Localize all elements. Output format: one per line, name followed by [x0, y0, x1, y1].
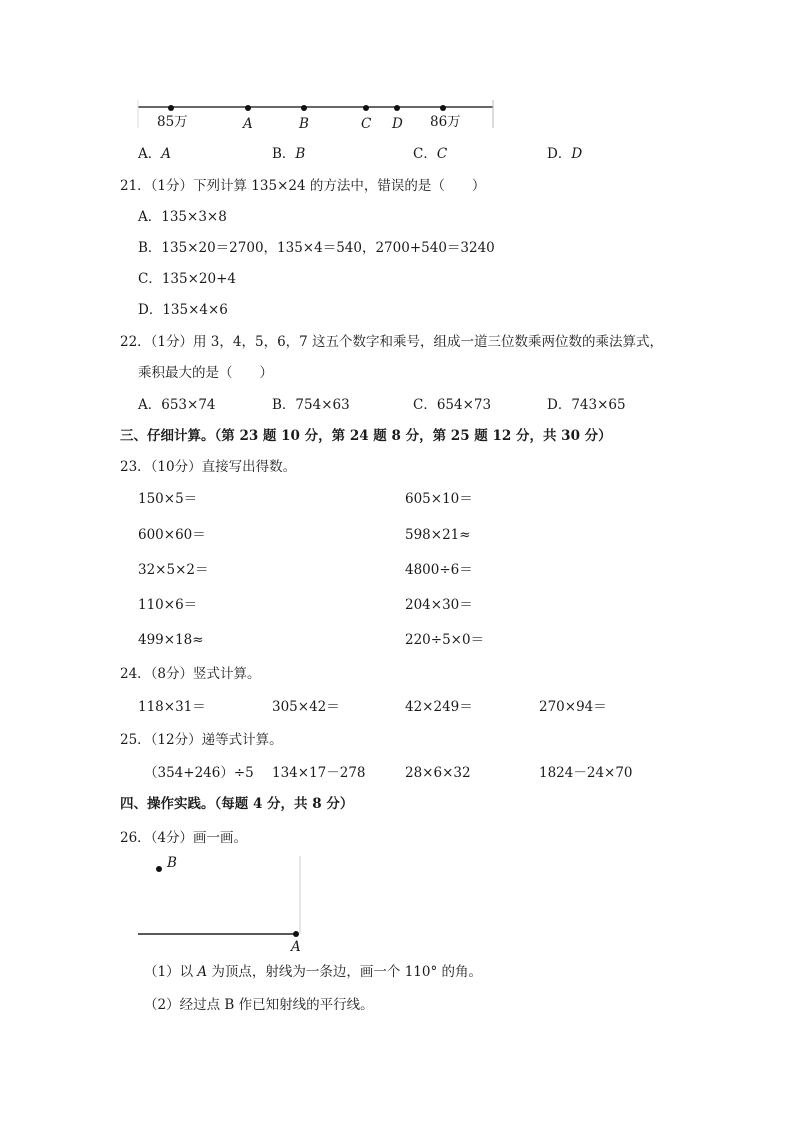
q23-stem: 23．（10分）直接写出得数。 [120, 459, 297, 475]
q26-stem: 26．（4分）画一画。 [120, 830, 248, 846]
q23-item: 600×60＝ [138, 527, 206, 543]
option-value: C [436, 146, 448, 162]
option-letter: A． [138, 146, 162, 162]
q24-item: 118×31＝ [138, 699, 206, 715]
q23-item: 204×30＝ [405, 597, 473, 613]
q23-item: 499×18≈ [138, 632, 204, 648]
q25-item: 1824－24×70 [539, 765, 633, 781]
label-a: A [243, 116, 253, 132]
q21-option-b[interactable]: B．135×20＝2700，135×4＝540，2700+540＝3240 [138, 240, 495, 256]
section4-title: 四、操作实践。（每题 4 分，共 8 分） [120, 796, 354, 812]
q24-stem: 24．（8分）竖式计算。 [120, 666, 261, 682]
option-value: A [161, 146, 171, 162]
label-b: B [299, 116, 309, 132]
q22-stem-line1: 22．（1分）用 3，4，5，6，7 这五个数字和乘号，组成一道三位数乘两位数的乘法算式， [120, 334, 664, 350]
q24-item: 270×94＝ [539, 699, 607, 715]
q26-sub1-pre: （1）以 [144, 964, 198, 980]
q24-item: 305×42＝ [272, 699, 340, 715]
q23-item: 605×10＝ [405, 491, 473, 507]
q26-sub1-var: A [197, 964, 208, 980]
q25-item: 134×17－278 [272, 765, 366, 781]
option-value: B [295, 146, 306, 162]
option-letter: B． [272, 146, 296, 162]
label-85wan: 85万 [157, 114, 188, 130]
q26-sub1-post: 为顶点，射线为一条边，画一个 110° 的角。 [207, 964, 483, 980]
option-letter: C． [413, 146, 437, 162]
q26-sub2: （2）经过点 B 作已知射线的平行线。 [144, 997, 374, 1013]
option-value: D [571, 146, 583, 162]
label-c: C [361, 116, 372, 132]
q23-item: 598×21≈ [405, 527, 471, 543]
q22-option-a[interactable]: A．653×74 [138, 397, 216, 413]
q21-option-d[interactable]: D．135×4×6 [138, 302, 228, 318]
label-d: D [392, 116, 403, 132]
section3-title: 三、仔细计算。（第 23 题 10 分，第 24 题 8 分，第 25 题 12 分，共 30 分） [120, 428, 612, 444]
q23-item: 110×6＝ [138, 597, 198, 613]
q25-stem: 25．（12分）递等式计算。 [120, 732, 283, 748]
q26-sub1 [144, 963, 482, 981]
q21-option-c[interactable]: C．135×20+4 [138, 271, 236, 287]
q25-item: 28×6×32 [405, 765, 471, 781]
q23-item: 150×5＝ [138, 491, 198, 507]
point-b-dot [156, 866, 162, 872]
point-a-dot [293, 931, 299, 937]
q21-stem: 21．（1分）下列计算 135×24 的方法中，错误的是（ ） [120, 178, 486, 194]
q22-stem-line2: 乘积最大的是（ ） [138, 365, 273, 381]
q23-item: 220÷5×0＝ [405, 632, 485, 648]
q23-item: 4800÷6＝ [405, 562, 473, 578]
label-86wan: 86万 [430, 114, 461, 130]
q21-option-a[interactable]: A．135×3×8 [138, 209, 227, 225]
q22-option-d[interactable]: D．743×65 [547, 397, 626, 413]
q26-label-a: A [291, 939, 301, 955]
q22-option-c[interactable]: C．654×73 [413, 397, 492, 413]
q25-item: （354+246）÷5 [144, 765, 254, 781]
q22-option-b[interactable]: B．754×63 [272, 397, 350, 413]
option-letter: D． [547, 146, 572, 162]
q23-item: 32×5×2＝ [138, 562, 209, 578]
q24-item: 42×249＝ [405, 699, 473, 715]
q26-label-b: B [167, 855, 177, 871]
